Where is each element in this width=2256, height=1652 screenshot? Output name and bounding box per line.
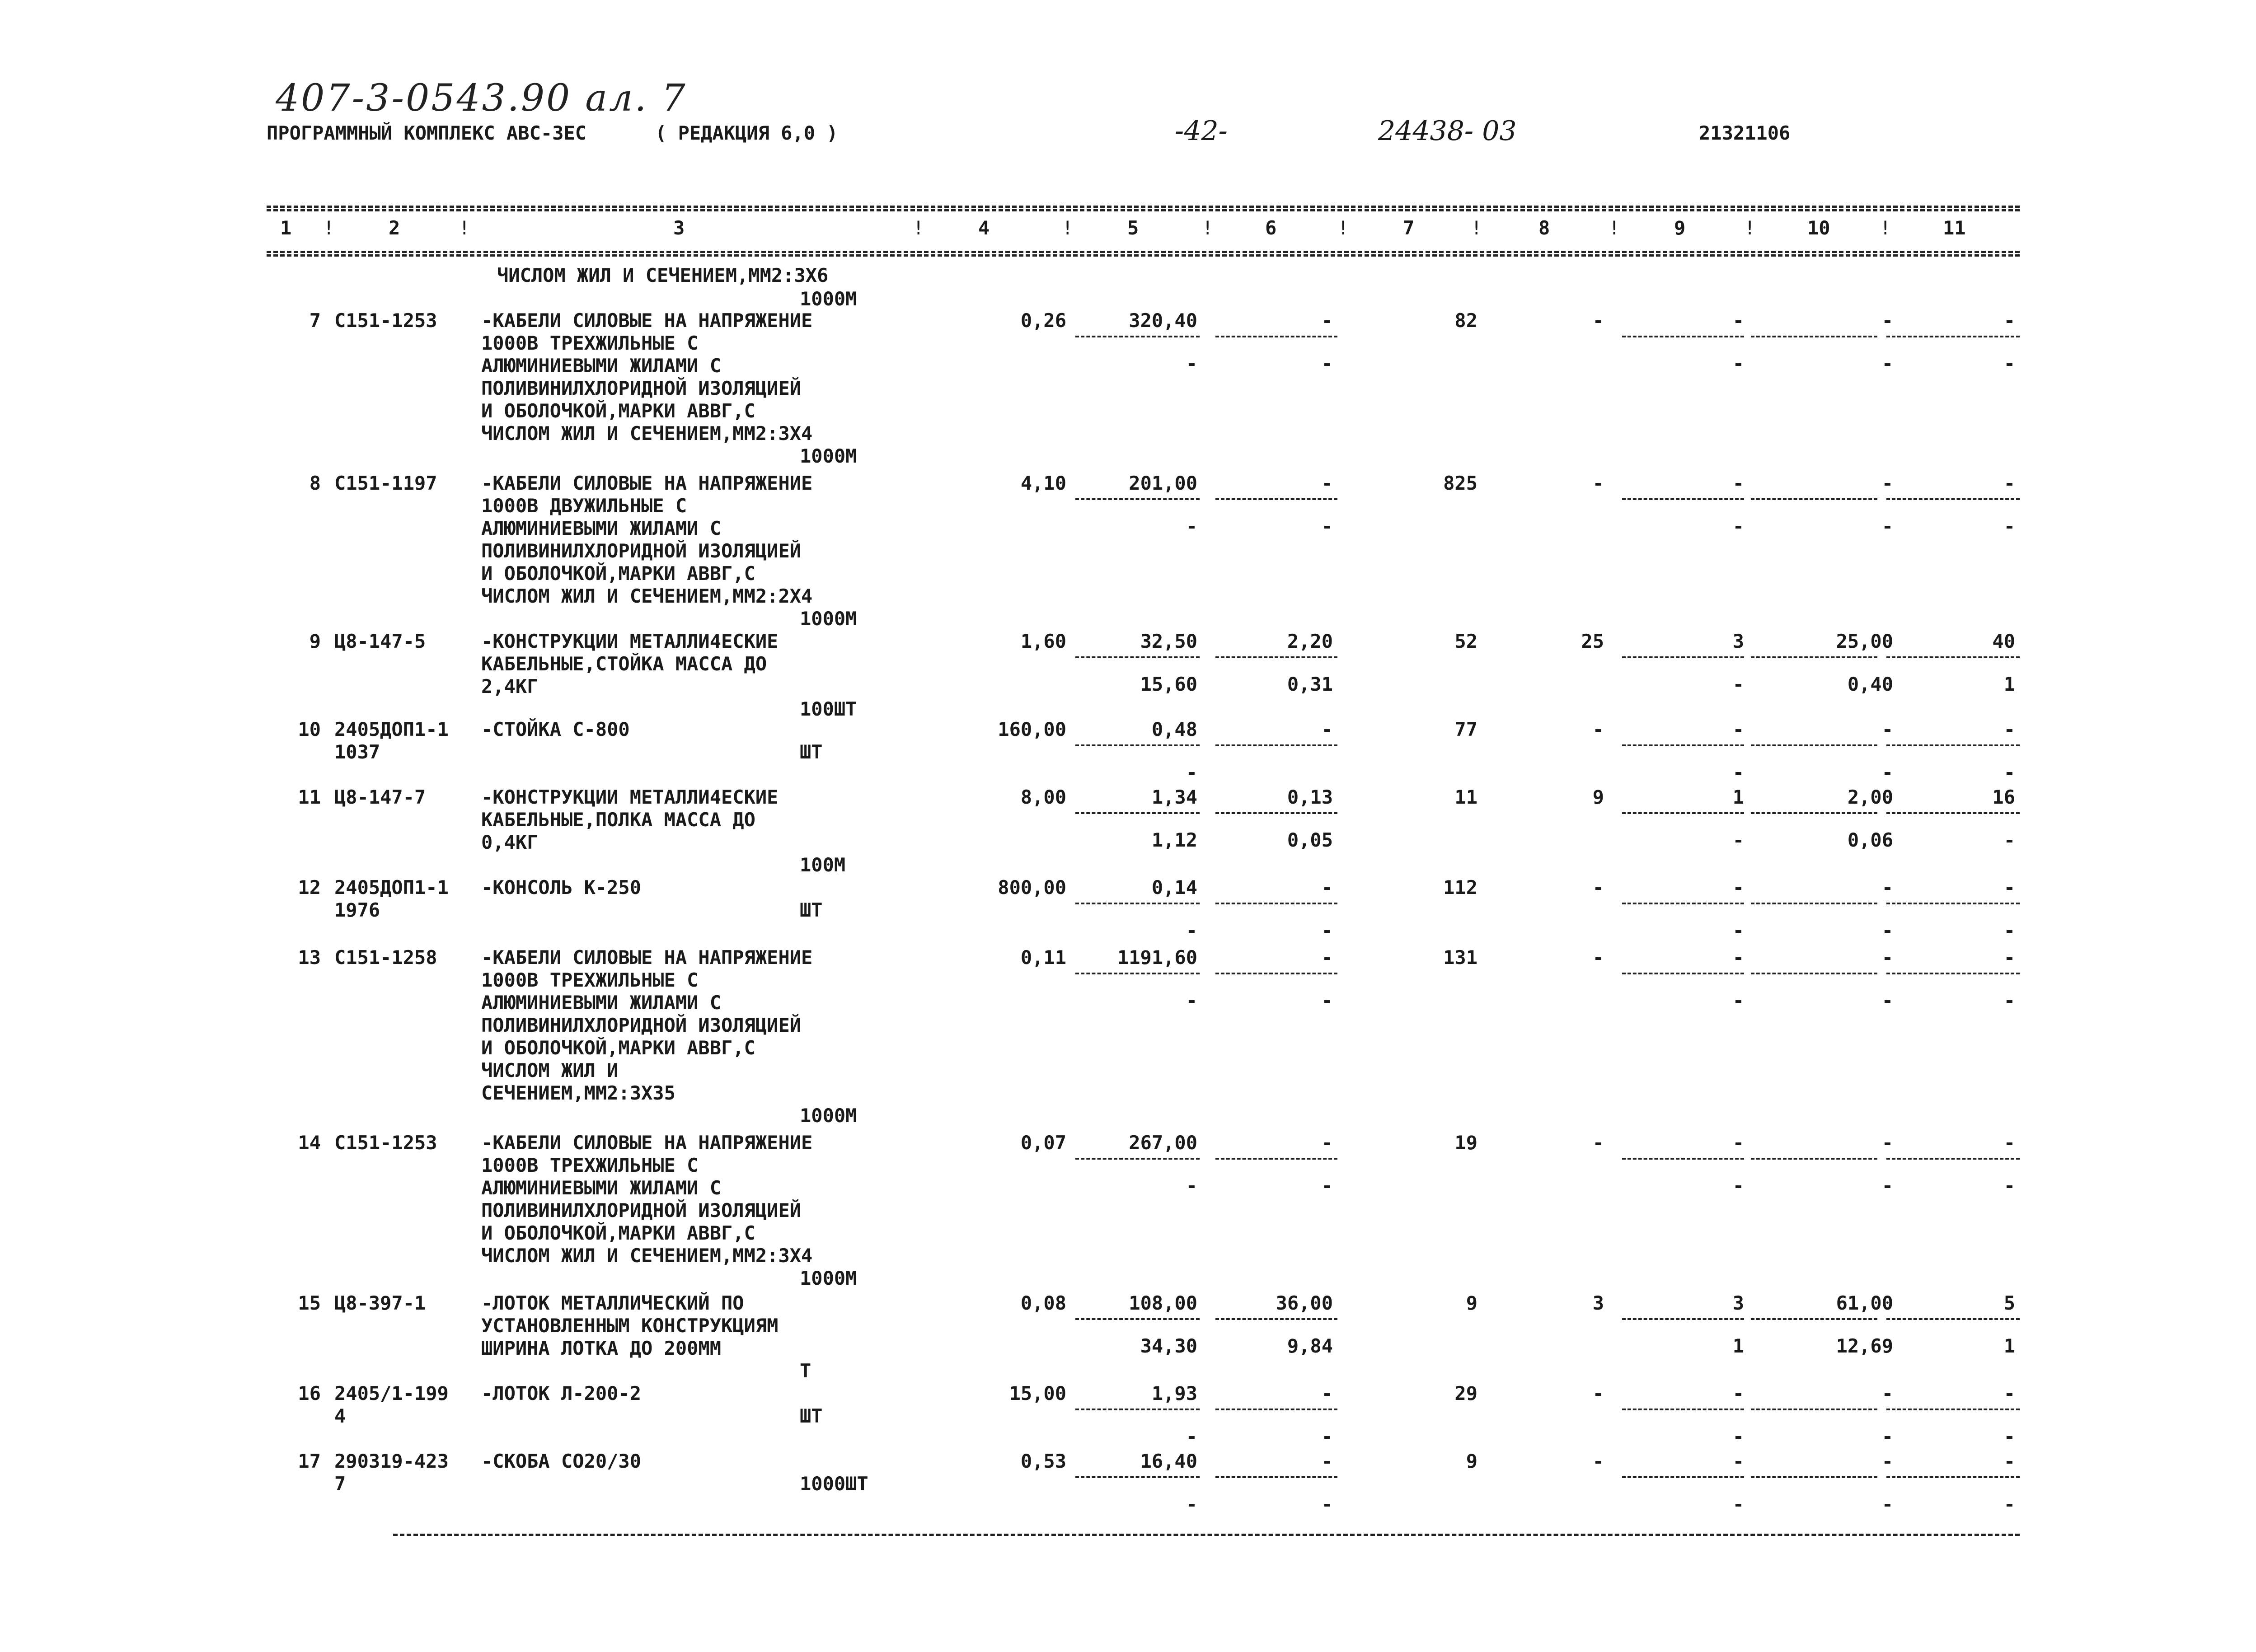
cell-c6b: -	[1321, 515, 1333, 537]
cell-c5b: 34,30	[1140, 1335, 1197, 1357]
underline-c11	[1886, 656, 2020, 658]
cell-c10: -	[1881, 1450, 1893, 1472]
underline-c5	[1075, 336, 1200, 337]
col-2: 2	[389, 217, 400, 239]
cell-c11b: 1	[2003, 673, 2015, 695]
cell-c7: 112	[1443, 876, 1477, 899]
col-4: 4	[978, 217, 990, 239]
underline-c10	[1751, 498, 1877, 500]
underline-c9	[1622, 1318, 1744, 1320]
cell-c6b: 9,84	[1287, 1335, 1333, 1357]
cell-c10b: 0,40	[1847, 673, 1893, 695]
underline-c10	[1751, 1409, 1877, 1410]
cell-c6b: -	[1321, 1425, 1333, 1447]
cell-c5: 32,50	[1140, 630, 1197, 652]
row-unit: 1000ШТ	[800, 1473, 868, 1495]
cell-c9b: -	[1732, 989, 1744, 1011]
cell-c6: 36,00	[1276, 1292, 1333, 1314]
cell-c5: 108,00	[1129, 1292, 1197, 1314]
cell-c5: 0,48	[1151, 718, 1197, 740]
underline-c9	[1622, 744, 1744, 746]
cell-c7: 52	[1454, 630, 1477, 652]
underline-c11	[1886, 1409, 2020, 1410]
cell-c11b: -	[2003, 1493, 2015, 1515]
col-5: 5	[1127, 217, 1139, 239]
cell-c8: 25	[1581, 630, 1604, 652]
row-number: 17	[298, 1450, 321, 1472]
underline-c5	[1075, 973, 1200, 974]
row-description: -КАБЕЛИ СИЛОВЫЕ НА НАПРЯЖЕНИЕ 1000В ТРЕХЖИЛЬНЫЕ С АЛЮМИНИЕВЫМИ ЖИЛАМИ С ПОЛИВИНИЛХЛОРИДНОЙ ИЗОЛЯЦИЕЙ И ОБОЛОЧКОЙ,МАРКИ АВВГ,С ЧИСЛОМ ЖИЛ И СЕЧЕНИЕМ,ММ2:3Х4	[481, 1132, 813, 1267]
underline-c9	[1622, 1158, 1744, 1160]
cell-c6b: -	[1321, 1175, 1333, 1197]
row-code: С151-1253	[334, 1132, 437, 1154]
row-number: 14	[298, 1132, 321, 1154]
col-1: 1	[280, 217, 292, 239]
cell-c6: 0,13	[1287, 786, 1333, 808]
cell-c8: -	[1592, 946, 1604, 969]
cell-c6: -	[1321, 309, 1333, 332]
cell-c7: 29	[1454, 1382, 1477, 1404]
cell-c11: -	[2003, 309, 2015, 332]
row-description: -КАБЕЛИ СИЛОВЫЕ НА НАПРЯЖЕНИЕ 1000В ТРЕХЖИЛЬНЫЕ С АЛЮМИНИЕВЫМИ ЖИЛАМИ С ПОЛИВИНИЛХЛОРИДНОЙ ИЗОЛЯЦИЕЙ И ОБОЛОЧКОЙ,МАРКИ АВВГ,С ЧИСЛОМ ЖИЛ И СЕЧЕНИЕМ,ММ2:3Х35	[481, 946, 813, 1104]
col-8: 8	[1538, 217, 1550, 239]
row-number: 7	[309, 309, 321, 332]
row-code: С151-1197	[334, 472, 437, 494]
cell-c4: 0,26	[1020, 309, 1066, 332]
cell-c5: 320,40	[1129, 309, 1197, 332]
cell-c5b: 1,12	[1151, 829, 1197, 851]
col-6: 6	[1265, 217, 1277, 239]
underline-c10	[1751, 336, 1877, 337]
cell-c9b: -	[1732, 1493, 1744, 1515]
underline-c11	[1886, 744, 2020, 746]
cell-c6: -	[1321, 472, 1333, 494]
row-unit: 100М	[800, 854, 846, 876]
underline-c10	[1751, 1318, 1877, 1320]
col-3: 3	[673, 217, 685, 239]
cell-c11b: -	[2003, 515, 2015, 537]
cell-c6: -	[1321, 1450, 1333, 1472]
cell-c9b: 1	[1732, 1335, 1744, 1357]
cell-c9b: -	[1732, 352, 1744, 374]
underline-c9	[1622, 1409, 1744, 1410]
cell-c4: 8,00	[1020, 786, 1066, 808]
underline-c5	[1075, 498, 1200, 500]
cell-c6: 2,20	[1287, 630, 1333, 652]
cell-c6b: -	[1321, 919, 1333, 941]
col-11: 11	[1943, 217, 1966, 239]
handwritten-code: 407-3-0543.90 ал. 7	[276, 77, 687, 120]
cell-c8: -	[1592, 1132, 1604, 1154]
cell-c9: 3	[1732, 1292, 1744, 1314]
underline-c11	[1886, 498, 2020, 500]
cell-c9: -	[1732, 718, 1744, 740]
row-code: 2405/1-199 4	[334, 1382, 449, 1427]
cell-c5b: -	[1186, 1493, 1197, 1515]
header-rule-2	[267, 254, 2020, 257]
cell-c4: 1,60	[1020, 630, 1066, 652]
cell-c5b: 15,60	[1140, 673, 1197, 695]
underline-c9	[1622, 812, 1744, 814]
cell-c5: 1,93	[1151, 1382, 1197, 1404]
cell-c9b: -	[1732, 673, 1744, 695]
cell-c10: -	[1881, 946, 1893, 969]
underline-c6	[1215, 973, 1337, 974]
cell-c8: 3	[1592, 1292, 1604, 1314]
underline-c9	[1622, 973, 1744, 974]
underline-c6	[1215, 903, 1337, 904]
underline-c10	[1751, 973, 1877, 974]
row-unit: ШТ	[800, 899, 823, 921]
row-code: 2405ДОП1-1 1037	[334, 718, 449, 763]
cell-c6: -	[1321, 876, 1333, 899]
cell-c11: -	[2003, 946, 2015, 969]
underline-c10	[1751, 903, 1877, 904]
underline-c9	[1622, 336, 1744, 337]
col-9: 9	[1674, 217, 1686, 239]
row-unit: 1000М	[800, 1104, 857, 1127]
cell-c6: -	[1321, 718, 1333, 740]
row-unit: 1000М	[800, 445, 857, 467]
cell-c9: -	[1732, 1382, 1744, 1404]
cell-c7: 825	[1443, 472, 1477, 494]
cell-c10: -	[1881, 876, 1893, 899]
row-description: -КОНСТРУКЦИИ МЕТАЛЛИ4ЕСКИЕ КАБЕЛЬНЫЕ,ПОЛКА МАССА ДО 0,4КГ	[481, 786, 779, 853]
cell-c6: -	[1321, 1132, 1333, 1154]
cell-c5: 201,00	[1129, 472, 1197, 494]
cell-c9b: -	[1732, 1175, 1744, 1197]
cell-c9: -	[1732, 309, 1744, 332]
row-code: Ц8-147-7	[334, 786, 426, 808]
cell-c5b: -	[1186, 352, 1197, 374]
cell-c8: -	[1592, 472, 1604, 494]
bottom-rule	[393, 1534, 2020, 1536]
cell-c10: -	[1881, 472, 1893, 494]
underline-c5	[1075, 903, 1200, 904]
document-code: 21321106	[1699, 122, 1791, 144]
header-rule	[267, 251, 2020, 253]
cell-c8: 9	[1592, 786, 1604, 808]
cell-c11b: -	[2003, 989, 2015, 1011]
row-code: Ц8-147-5	[334, 630, 426, 652]
cell-c10: 2,00	[1847, 786, 1893, 808]
underline-c10	[1751, 1158, 1877, 1160]
cell-c6b: 0,31	[1287, 673, 1333, 695]
cell-c9b: -	[1732, 1425, 1744, 1447]
underline-c6	[1215, 498, 1337, 500]
underline-c5	[1075, 744, 1200, 746]
cell-c10: 25,00	[1836, 630, 1893, 652]
cell-c11: -	[2003, 1382, 2015, 1404]
cell-c10b: 12,69	[1836, 1335, 1893, 1357]
continuation-text: ЧИСЛОМ ЖИЛ И СЕЧЕНИЕМ,ММ2:3Х6	[497, 264, 829, 286]
underline-c9	[1622, 656, 1744, 658]
cell-c11: -	[2003, 472, 2015, 494]
cell-c4: 0,53	[1020, 1450, 1066, 1472]
cell-c10: -	[1881, 1382, 1893, 1404]
cell-c5: 1,34	[1151, 786, 1197, 808]
underline-c6	[1215, 744, 1337, 746]
cell-c5b: -	[1186, 989, 1197, 1011]
cell-c5: 1191,60	[1117, 946, 1197, 969]
row-description: -КАБЕЛИ СИЛОВЫЕ НА НАПРЯЖЕНИЕ 1000В ТРЕХЖИЛЬНЫЕ С АЛЮМИНИЕВЫМИ ЖИЛАМИ С ПОЛИВИНИЛХЛОРИДНОЙ ИЗОЛЯЦИЕЙ И ОБОЛОЧКОЙ,МАРКИ АВВГ,С ЧИСЛОМ ЖИЛ И СЕЧЕНИЕМ,ММ2:3Х4	[481, 309, 813, 445]
row-number: 13	[298, 946, 321, 969]
cell-c7: 77	[1454, 718, 1477, 740]
cell-c9b: -	[1732, 515, 1744, 537]
cell-c10: 61,00	[1836, 1292, 1893, 1314]
cell-c11b: -	[2003, 1175, 2015, 1197]
cell-c11: -	[2003, 718, 2015, 740]
row-description: -СТОЙКА С-800	[481, 718, 630, 740]
underline-c11	[1886, 336, 2020, 337]
underline-c11	[1886, 1476, 2020, 1478]
cell-c5b: -	[1186, 1425, 1197, 1447]
underline-c6	[1215, 812, 1337, 814]
underline-c5	[1075, 1409, 1200, 1410]
cell-c10b: -	[1881, 1425, 1893, 1447]
cell-c10: -	[1881, 309, 1893, 332]
cell-c4: 15,00	[1009, 1382, 1066, 1404]
document-number: 24438- 03	[1378, 115, 1517, 147]
underline-c9	[1622, 1476, 1744, 1478]
underline-c9	[1622, 903, 1744, 904]
cell-c8: -	[1592, 1450, 1604, 1472]
cell-c5b: -	[1186, 1175, 1197, 1197]
row-number: 15	[298, 1292, 321, 1314]
cell-c7: 11	[1454, 786, 1477, 808]
cell-c9b: -	[1732, 761, 1744, 783]
cell-c10b: -	[1881, 989, 1893, 1011]
program-name: ПРОГРАММНЫЙ КОМПЛЕКС АВС-3ЕС	[267, 122, 587, 144]
cell-c11b: -	[2003, 1425, 2015, 1447]
cell-c10: -	[1881, 718, 1893, 740]
cell-c11b: -	[2003, 829, 2015, 851]
cell-c4: 160,00	[998, 718, 1066, 740]
row-description: -ЛОТОК МЕТАЛЛИЧЕСКИЙ ПО УСТАНОВЛЕННЫМ КОНСТРУКЦИЯМ ШИРИНА ЛОТКА ДО 200ММ	[481, 1292, 779, 1359]
cell-c11b: -	[2003, 919, 2015, 941]
cell-c6: -	[1321, 1382, 1333, 1404]
underline-c11	[1886, 812, 2020, 814]
cell-c11: -	[2003, 1450, 2015, 1472]
underline-c10	[1751, 744, 1877, 746]
cell-c7: 9	[1466, 1292, 1477, 1314]
underline-c9	[1622, 498, 1744, 500]
cell-c11: 40	[1992, 630, 2015, 652]
row-code: С151-1253	[334, 309, 437, 332]
row-unit: 100ШТ	[800, 698, 857, 720]
cell-c9b: -	[1732, 919, 1744, 941]
underline-c5	[1075, 656, 1200, 658]
row-unit: 1000М	[800, 1267, 857, 1289]
cell-c4: 4,10	[1020, 472, 1066, 494]
cell-c6b: -	[1321, 989, 1333, 1011]
underline-c11	[1886, 1318, 2020, 1320]
cell-c4: 0,07	[1020, 1132, 1066, 1154]
cell-c6b: -	[1321, 352, 1333, 374]
cell-c11b: -	[2003, 352, 2015, 374]
cell-c11: -	[2003, 876, 2015, 899]
row-number: 16	[298, 1382, 321, 1404]
underline-c6	[1215, 336, 1337, 337]
underline-c6	[1215, 656, 1337, 658]
cell-c10b: 0,06	[1847, 829, 1893, 851]
row-code: Ц8-397-1	[334, 1292, 426, 1314]
row-description: -КОНСОЛЬ К-250	[481, 876, 642, 899]
edition: ( РЕДАКЦИЯ 6,0 )	[655, 122, 838, 144]
underline-c5	[1075, 1158, 1200, 1160]
row-description: -СКОБА СО20/30	[481, 1450, 642, 1472]
cell-c9: 1	[1732, 786, 1744, 808]
cell-c10b: -	[1881, 515, 1893, 537]
cell-c11: 5	[2003, 1292, 2015, 1314]
row-unit: 1000М	[800, 608, 857, 630]
cell-c7: 82	[1454, 309, 1477, 332]
top-rule	[267, 206, 2020, 208]
cell-c7: 131	[1443, 946, 1477, 969]
cell-c5: 267,00	[1129, 1132, 1197, 1154]
cell-c6b: 0,05	[1287, 829, 1333, 851]
cell-c8: -	[1592, 718, 1604, 740]
row-description: -КАБЕЛИ СИЛОВЫЕ НА НАПРЯЖЕНИЕ 1000В ДВУЖИЛЬНЫЕ С АЛЮМИНИЕВЫМИ ЖИЛАМИ С ПОЛИВИНИЛХЛОРИДНОЙ ИЗОЛЯЦИЕЙ И ОБОЛОЧКОЙ,МАРКИ АВВГ,С ЧИСЛОМ ЖИЛ И СЕЧЕНИЕМ,ММ2:2Х4	[481, 472, 813, 607]
underline-c6	[1215, 1476, 1337, 1478]
cell-c5b: -	[1186, 919, 1197, 941]
cell-c9: 3	[1732, 630, 1744, 652]
cell-c8: -	[1592, 309, 1604, 332]
cell-c11: 16	[1992, 786, 2015, 808]
cell-c10b: -	[1881, 352, 1893, 374]
row-number: 11	[298, 786, 321, 808]
underline-c11	[1886, 1158, 2020, 1160]
underline-c11	[1886, 903, 2020, 904]
cell-c10b: -	[1881, 761, 1893, 783]
top-rule-2	[267, 209, 2020, 211]
cell-c4: 800,00	[998, 876, 1066, 899]
cell-c8: -	[1592, 876, 1604, 899]
row-unit: ШТ	[800, 741, 823, 763]
column-numbers: 1 ! 2 ! 3 ! 4 ! 5 ! 6 ! 7 ! 8 ! 9 ! 10 ! 11	[280, 217, 1966, 239]
row-unit: Т	[800, 1360, 811, 1382]
cell-c11b: 1	[2003, 1335, 2015, 1357]
cell-c5b: -	[1186, 761, 1197, 783]
cell-c8: -	[1592, 1382, 1604, 1404]
row-number: 9	[309, 630, 321, 652]
cell-c7: 19	[1454, 1132, 1477, 1154]
cell-c9: -	[1732, 946, 1744, 969]
cell-c9: -	[1732, 472, 1744, 494]
cell-c6b: -	[1321, 1493, 1333, 1515]
continuation-unit: 1000М	[800, 288, 857, 310]
underline-c5	[1075, 1476, 1200, 1478]
underline-c6	[1215, 1318, 1337, 1320]
underline-c6	[1215, 1409, 1337, 1410]
underline-c5	[1075, 812, 1200, 814]
row-code: 290319-423 7	[334, 1450, 449, 1495]
cell-c11b: -	[2003, 761, 2015, 783]
row-code: 2405ДОП1-1 1976	[334, 876, 449, 921]
underline-c10	[1751, 656, 1877, 658]
cell-c10b: -	[1881, 919, 1893, 941]
underline-c10	[1751, 1476, 1877, 1478]
col-7: 7	[1403, 217, 1415, 239]
cell-c9: -	[1732, 1132, 1744, 1154]
cell-c11: -	[2003, 1132, 2015, 1154]
cell-c9b: -	[1732, 829, 1744, 851]
underline-c10	[1751, 812, 1877, 814]
row-number: 12	[298, 876, 321, 899]
col-10: 10	[1807, 217, 1830, 239]
page-number: -42-	[1175, 115, 1228, 147]
cell-c9: -	[1732, 1450, 1744, 1472]
cell-c6: -	[1321, 946, 1333, 969]
underline-c5	[1075, 1318, 1200, 1320]
row-code: С151-1258	[334, 946, 437, 969]
underline-c6	[1215, 1158, 1337, 1160]
cell-c9: -	[1732, 876, 1744, 899]
cell-c10b: -	[1881, 1175, 1893, 1197]
cell-c4: 0,11	[1020, 946, 1066, 969]
row-number: 10	[298, 718, 321, 740]
row-number: 8	[309, 472, 321, 494]
row-unit: ШТ	[800, 1405, 823, 1427]
cell-c10b: -	[1881, 1493, 1893, 1515]
cell-c5b: -	[1186, 515, 1197, 537]
cell-c4: 0,08	[1020, 1292, 1066, 1314]
cell-c5: 0,14	[1151, 876, 1197, 899]
cell-c10: -	[1881, 1132, 1893, 1154]
cell-c7: 9	[1466, 1450, 1477, 1472]
row-description: -ЛОТОК Л-200-2	[481, 1382, 642, 1404]
underline-c11	[1886, 973, 2020, 974]
row-description: -КОНСТРУКЦИИ МЕТАЛЛИ4ЕСКИЕ КАБЕЛЬНЫЕ,СТОЙКА МАССА ДО 2,4КГ	[481, 630, 779, 697]
cell-c5: 16,40	[1140, 1450, 1197, 1472]
